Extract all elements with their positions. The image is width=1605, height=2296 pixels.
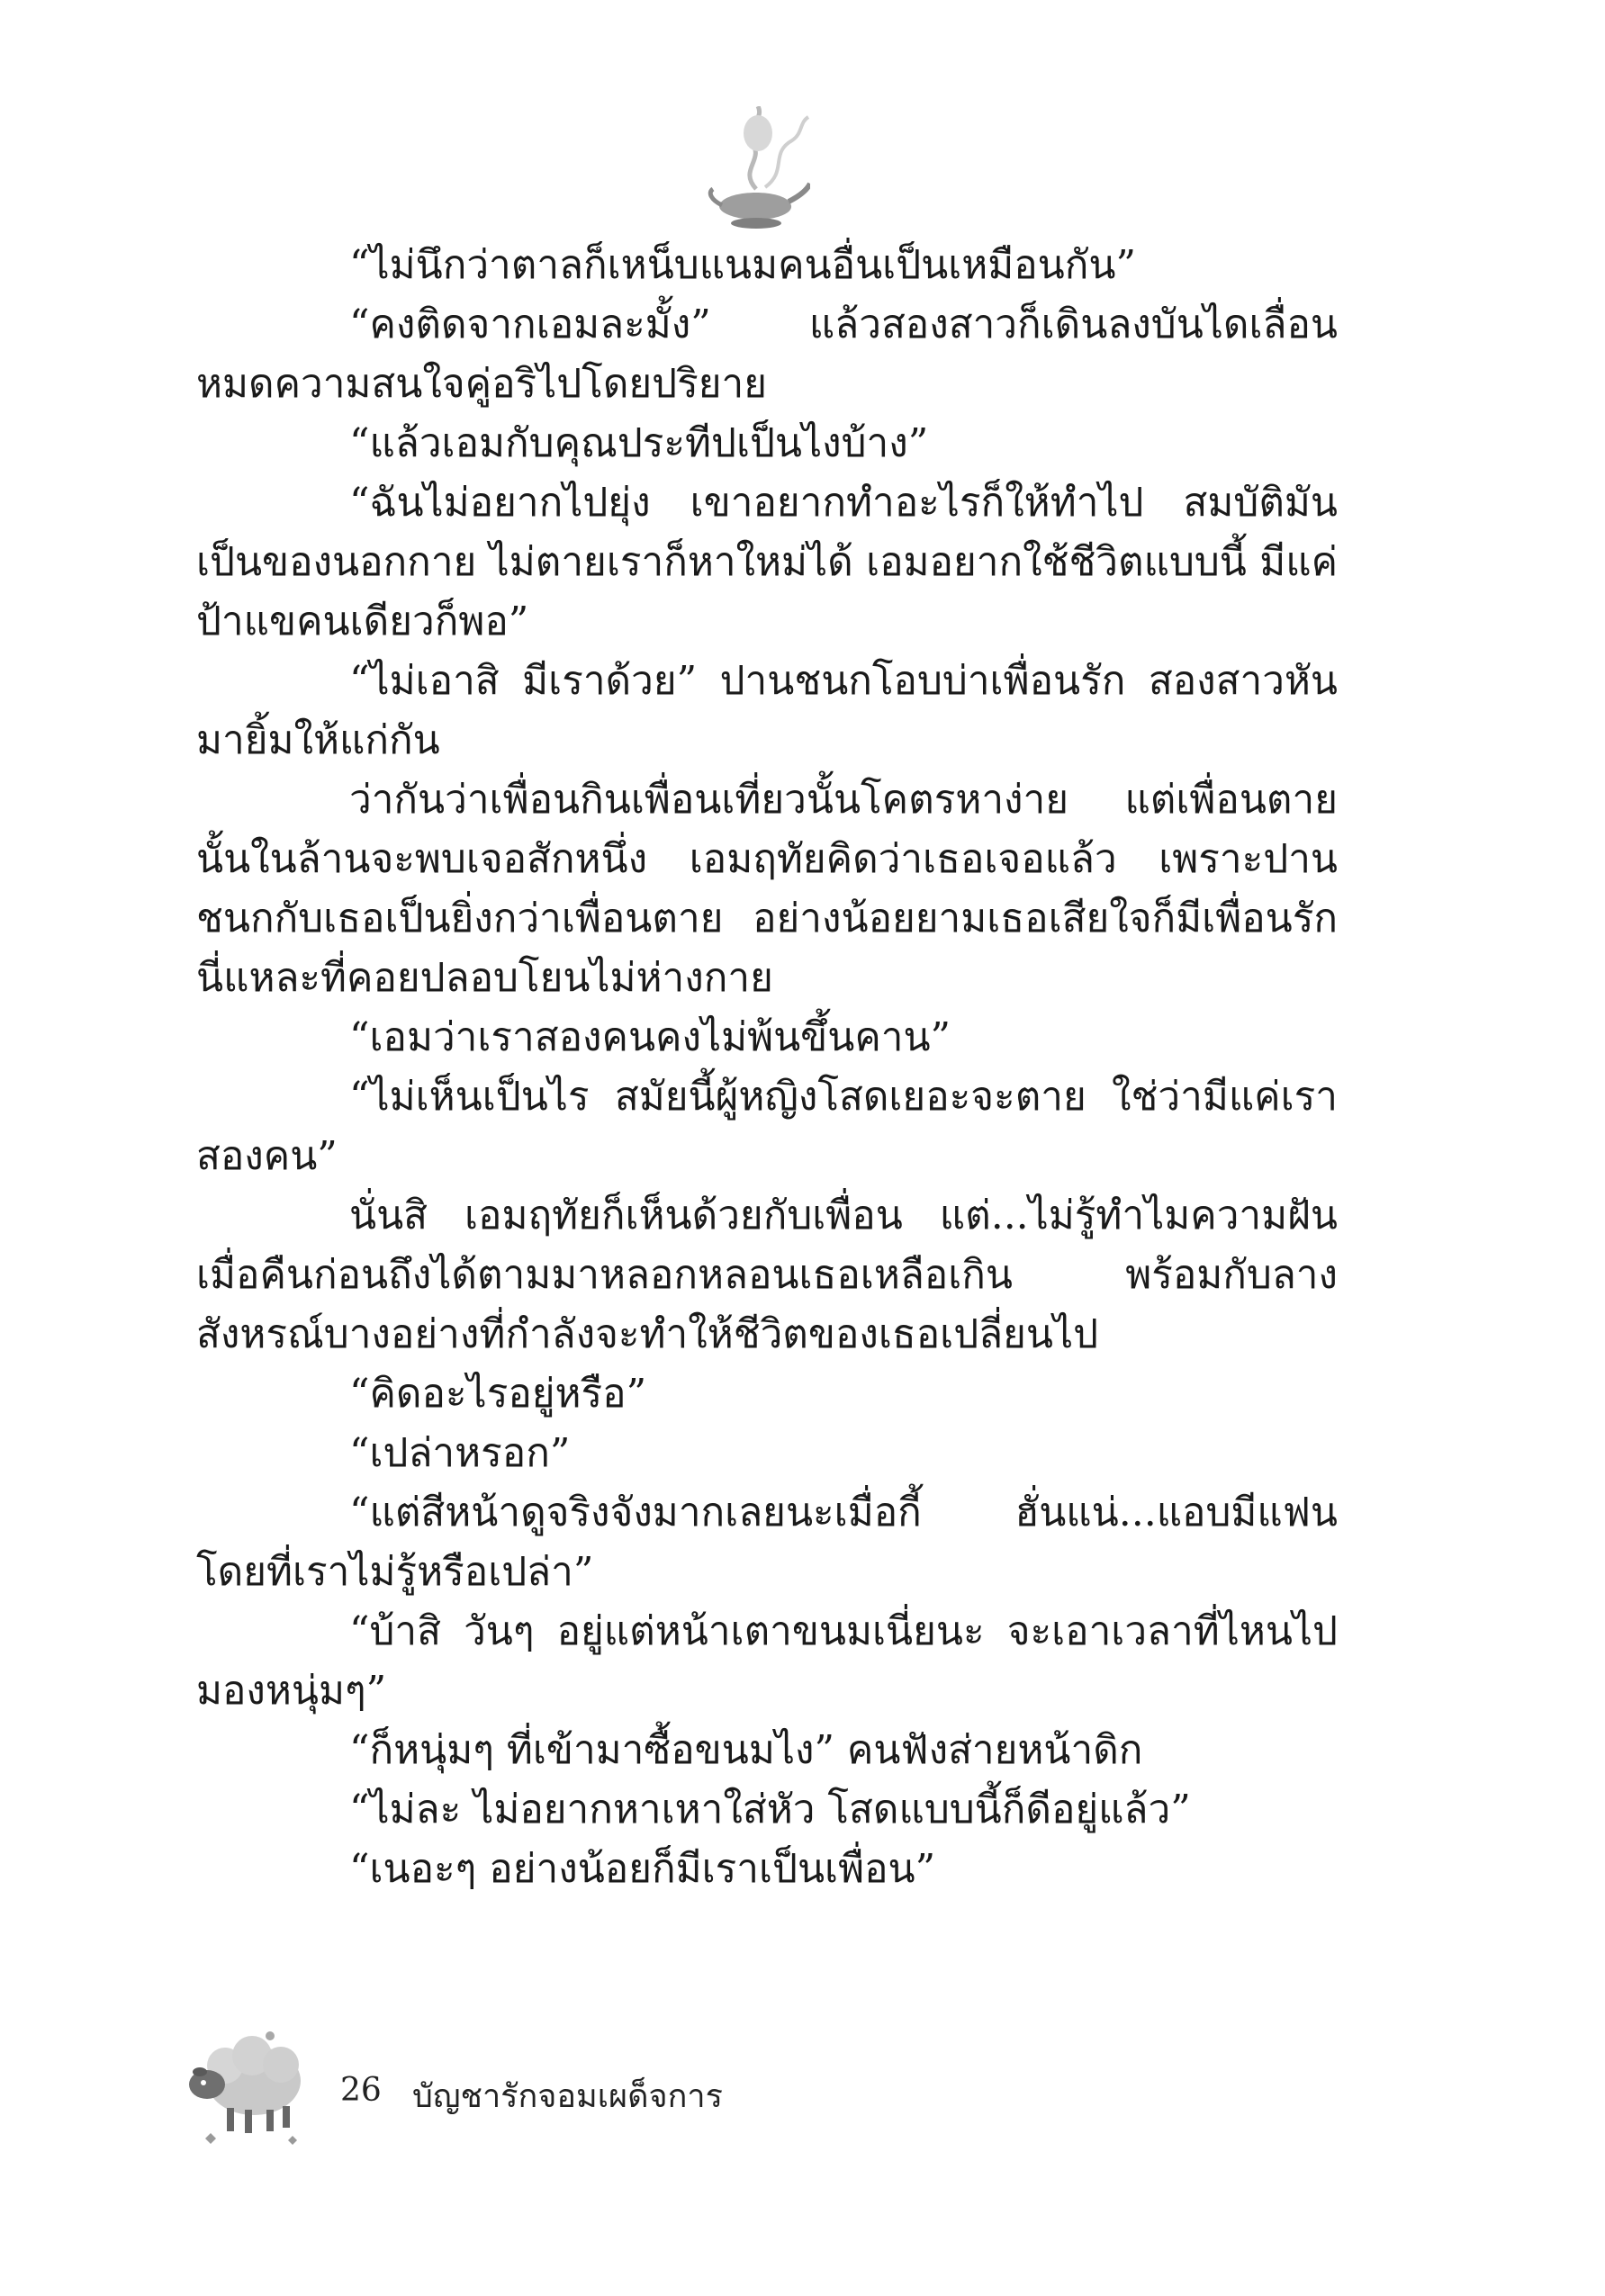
- paragraph: “ไม่ละ ไม่อยากหาเหาใส่หัว โสดแบบนี้ก็ดีอยู่แล้ว”: [349, 1787, 1191, 1832]
- sheep-icon: [180, 2025, 324, 2151]
- paragraph: “คงติดจากเอมละมั้ง” แล้วสองสาวก็เดินลงบันไดเลื่อน หมดความสนใจคู่อริไปโดยปริยาย: [196, 302, 1338, 407]
- paragraph: นั่นสิ เอมฤทัยก็เห็นด้วยกับเพื่อน แต่...ไม่รู้ทำไมความฝันเมื่อคืนก่อนถึงได้ตามมาหลอกหลอนเธอเหลือเกิน พร้อมกับลางสังหรณ์บางอย่างที่กำลังจะทำให้ชีวิตของเธอเปลี่ยนไป: [196, 1193, 1338, 1357]
- magic-lamp-icon: [702, 106, 810, 232]
- page-number: 26: [340, 2072, 382, 2109]
- body-text: [196, 236, 1338, 1899]
- paragraph: “แต่สีหน้าดูจริงจังมากเลยนะเมื่อกี้ ฮั่นแน่...แอบมีแฟนโดยที่เราไม่รู้หรือเปล่า”: [196, 1490, 1338, 1595]
- book-title: บัญชารักจอมเผด็จการ: [412, 2078, 723, 2115]
- paragraph: “ก็หนุ่มๆ ที่เข้ามาซื้อขนมไง” คนฟังส่ายหน้าดิก: [349, 1727, 1143, 1773]
- paragraph: “คิดอะไรอยู่หรือ”: [349, 1371, 647, 1417]
- page-footer: [180, 2025, 810, 2151]
- paragraph: “ไม่เห็นเป็นไร สมัยนี้ผู้หญิงโสดเยอะจะตาย ใช่ว่ามีแค่เราสองคน”: [196, 1074, 1338, 1179]
- paragraph: “ไม่นึกว่าตาลก็เหน็บแนมคนอื่นเป็นเหมือนกัน”: [349, 242, 1136, 288]
- paragraph: “บ้าสิ วันๆ อยู่แต่หน้าเตาขนมเนี่ยนะ จะเอาเวลาที่ไหนไปมองหนุ่มๆ”: [196, 1608, 1338, 1714]
- paragraph: “แล้วเอมกับคุณประทีปเป็นไงบ้าง”: [349, 420, 929, 466]
- paragraph: ว่ากันว่าเพื่อนกินเพื่อนเที่ยวนั้นโคตรหาง่าย แต่เพื่อนตายนั้นในล้านจะพบเจอสักหนึ่ง เอมฤทัยคิดว่าเธอเจอแล้ว เพราะปานชนกกับเธอเป็นยิ่งกว่าเพื่อนตาย อย่างน้อยยามเธอเสียใจก็มีเพื่อนรักนี่แหละที่คอยปลอบโยนไม่ห่างกาย: [196, 777, 1338, 1001]
- paragraph: “ไม่เอาสิ มีเราด้วย” ปานชนกโอบบ่าเพื่อนรัก สองสาวหันมายิ้มให้แก่กัน: [196, 658, 1338, 763]
- paragraph: “ฉันไม่อยากไปยุ่ง เขาอยากทำอะไรก็ให้ทำไป สมบัติมันเป็นของนอกกาย ไม่ตายเราก็หาใหม่ได้ เอมอยากใช้ชีวิตแบบนี้ มีแค่ป้าแขคนเดียวก็พอ”: [196, 480, 1338, 644]
- paragraph: “เอมว่าเราสองคนคงไม่พ้นขึ้นคาน”: [349, 1014, 951, 1060]
- paragraph: “เปล่าหรอก”: [349, 1430, 571, 1476]
- paragraph: “เนอะๆ อย่างน้อยก็มีเราเป็นเพื่อน”: [349, 1846, 936, 1892]
